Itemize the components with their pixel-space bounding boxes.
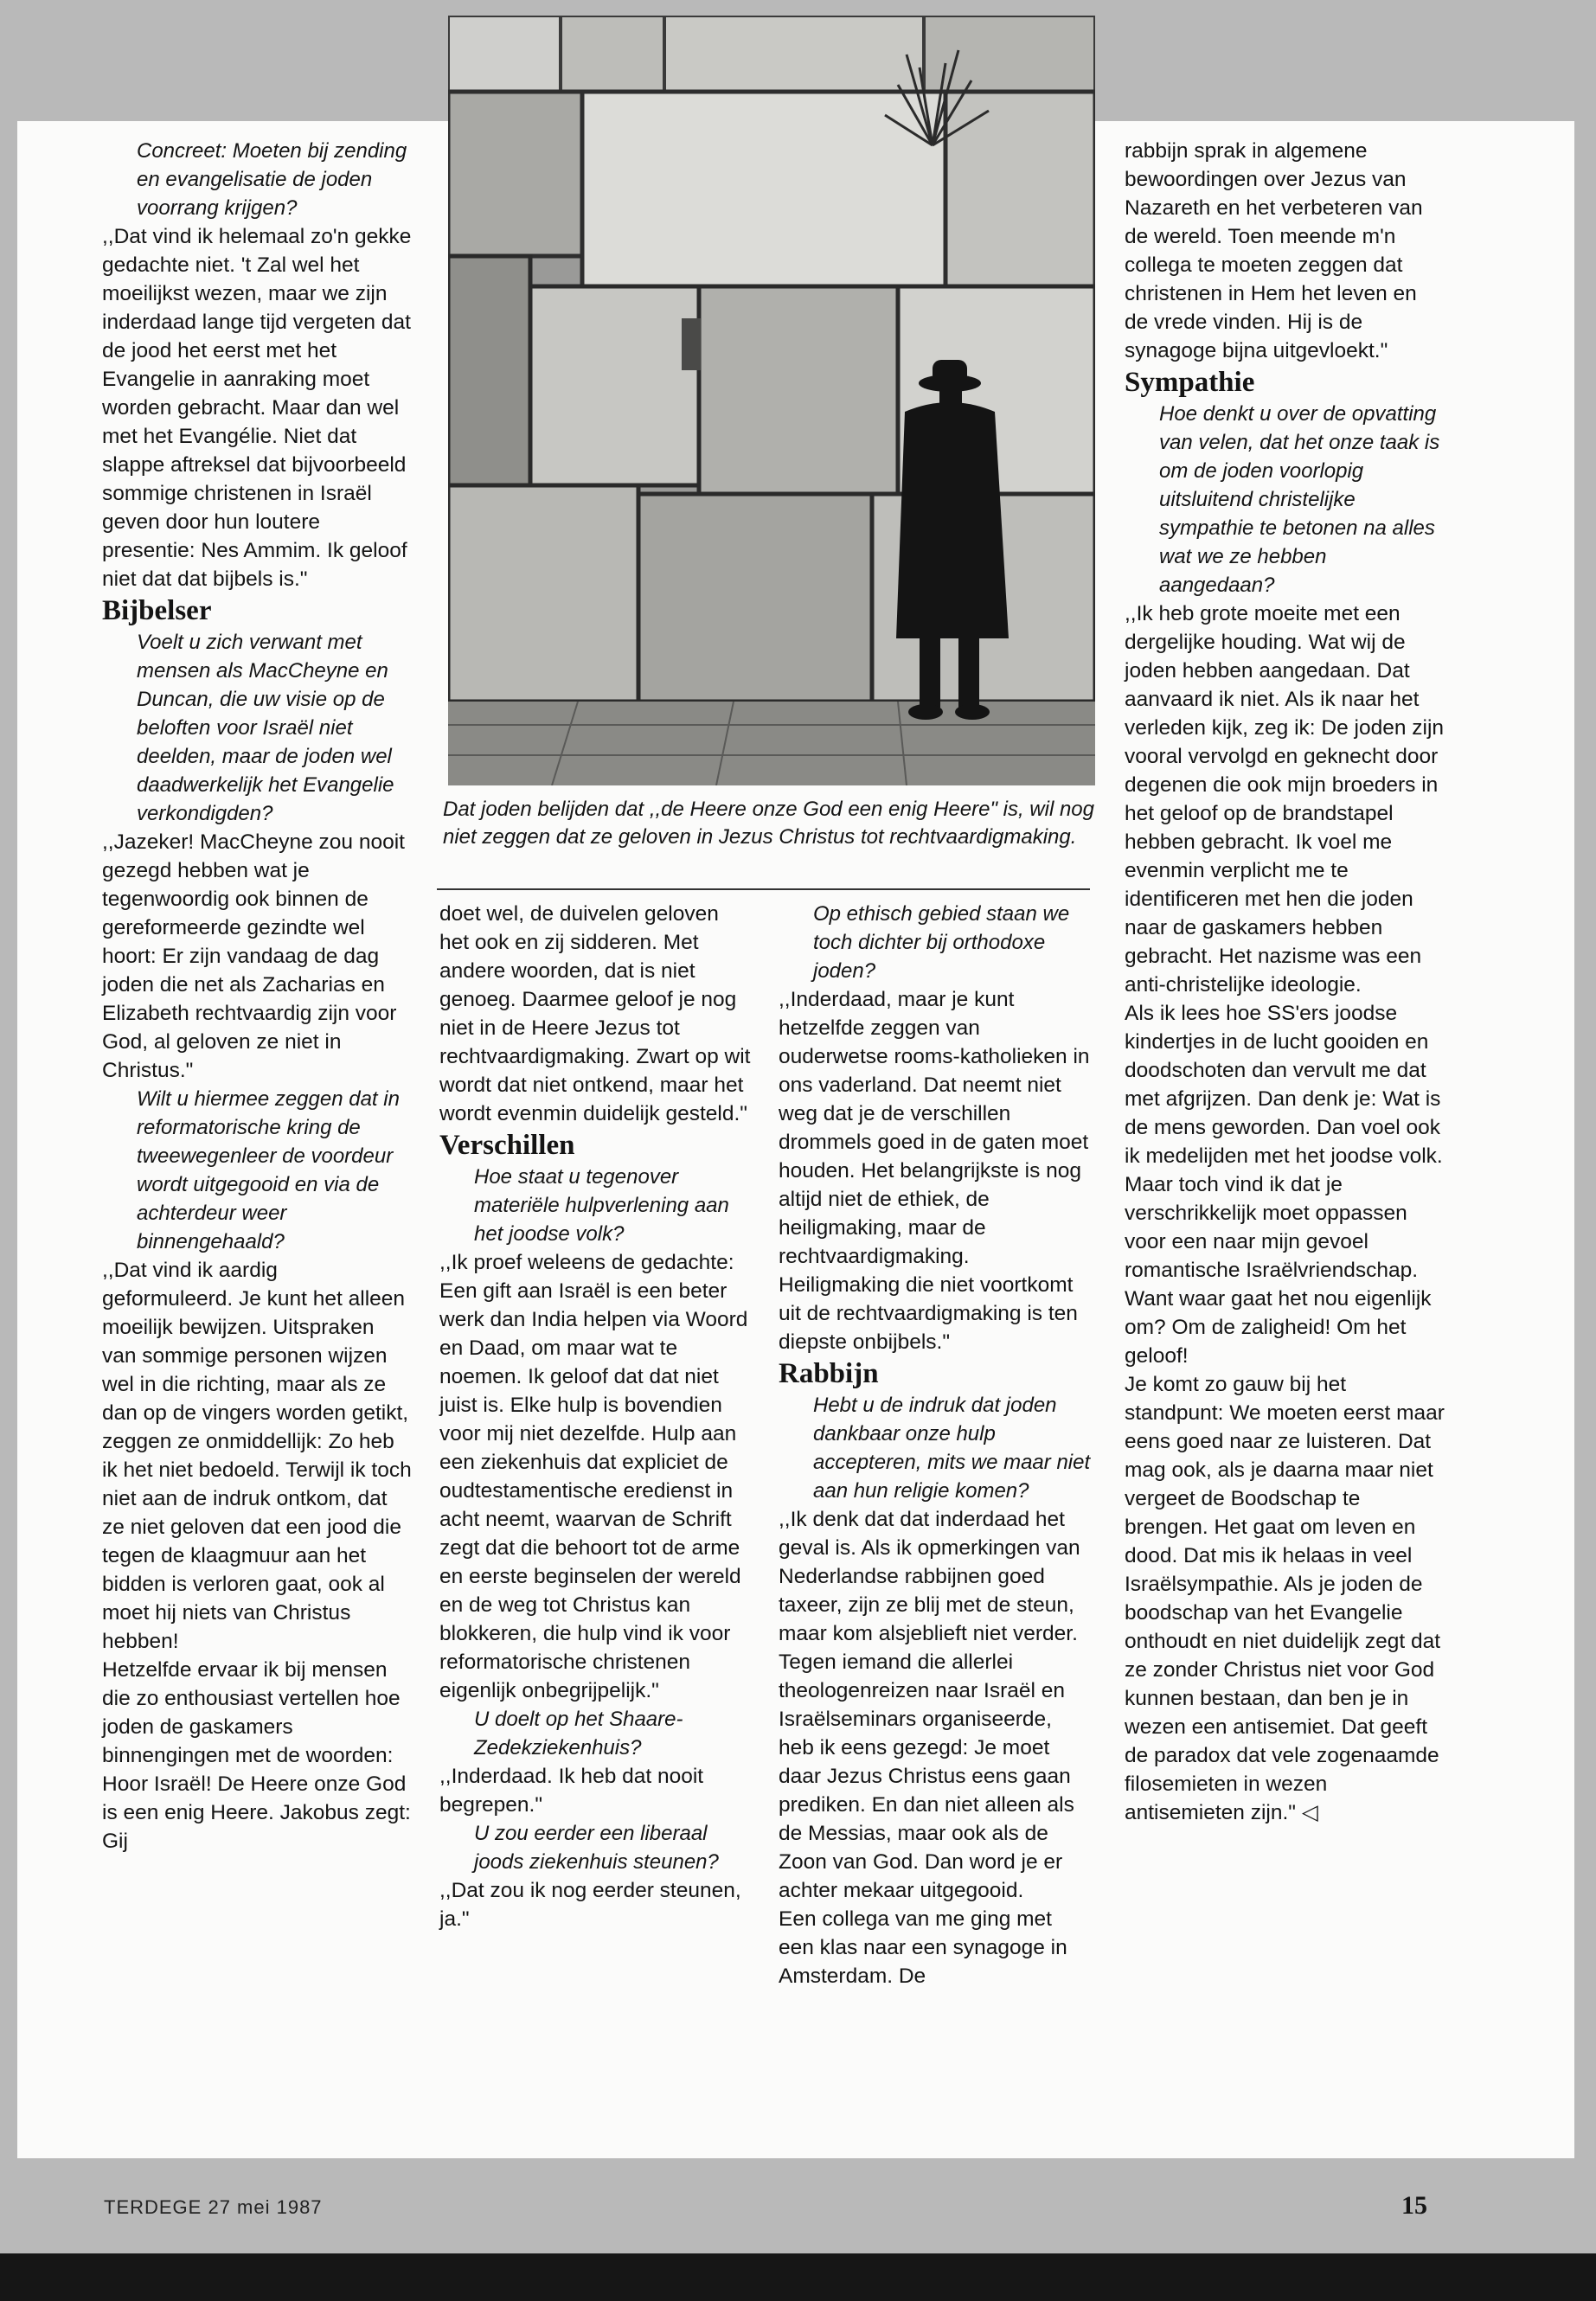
answer-paragraph: Een collega van me ging met een klas naar een synagoge in Amsterdam. De bbox=[779, 1907, 1067, 1988]
answer-paragraph: ,,Inderdaad, maar je kunt hetzelfde zeggen van ouderwetse rooms-katholieken in ons vaderland. Dat neemt niet weg dat je de verschillen drommels goed in de gaten moet houden. Het belangrijkste is nog altijd niet de ethiek, de heiligmaking, maar de rechtvaardigmaking. Heiligmaking die niet voortkomt uit de rechtvaardigmaking is ten diepste onbijbels." bbox=[779, 988, 1090, 1354]
end-mark-icon: ◁ bbox=[1301, 1801, 1318, 1824]
question: U zou eerder een liberaal joods ziekenhuis steunen? bbox=[474, 1822, 719, 1874]
question: U doelt op het Shaare-Zedekziekenhuis? bbox=[474, 1708, 683, 1759]
closing-paragraph-text: Je komt zo gauw bij het standpunt: We moeten eerst maar eens goed naar ze luisteren. Dat mag ook, als je daarna maar niet vergeet de Boodschap te brengen. Het gaat om leven en dood. Dat mis ik helaas in veel Israëlsympathie. Als je joden de boodschap van het Evangelie onthoudt en niet duidelijk zegt dat ze zonder Christus niet voor God kunnen bestaan, dan ben je in wezen een antisemiet. Dat geeft de paradox dat vele zogenaamde filosemieten in wezen antisemieten zijn." bbox=[1125, 1373, 1445, 1824]
question: Voelt u zich verwant met mensen als MacCheyne en Duncan, die uw visie op de beloften voor Israël niet deelden, maar de joden wel daadwerkelijk het Evangelie verkondigden? bbox=[137, 631, 394, 825]
page-footer bbox=[0, 2184, 1596, 2253]
question: Hoe staat u tegenover materiële hulpverlening aan het joodse volk? bbox=[474, 1165, 729, 1246]
answer-paragraph: Hetzelfde ervaar ik bij mensen die zo enthousiast vertellen hoe joden de gaskamers binnengingen met de woorden: Hoor Israël! De Heere onze God is een enig Heere. Jakobus zegt: Gij bbox=[102, 1658, 411, 1853]
column-1 bbox=[102, 137, 413, 1856]
answer-paragraph: rabbijn sprak in algemene bewoordingen over Jezus van Nazareth en het verbeteren van de wereld. Toen meende m'n collega te moeten zeggen dat christenen in Hem het leven en de vrede vinden. Hij is de synagoge bijna uitgevloekt." bbox=[1125, 139, 1423, 362]
answer-paragraph: ,,Ik heb grote moeite met een dergelijke houding. Wat wij de joden hebben aangedaan. Dat aanvaard ik niet. Als ik naar het verleden kijk, zeg ik: De joden zijn vooral vervolgd en geknecht door degenen die ook mijn broeders in het geloof op de brandstapel hebben gebracht. Ik voel me evenmin verplicht me te identificeren met hen die joden naar de gaskamers hebben gebracht. Het nazisme was een anti-christelijke ideologie. bbox=[1125, 602, 1445, 997]
page-number: 15 bbox=[1401, 2191, 1427, 2220]
answer-paragraph: ,,Ik denk dat dat inderdaad het geval is. Als ik opmerkingen van Nederlandse rabbijnen goed taxeer, zijn ze blij met de steun, maar kom alsjeblieft niet verder. Tegen iemand die allerlei theologenreizen naar Israël en Israëlseminars organiseerde, heb ik eens gezegd: Je moet daar Jezus Christus eens gaan prediken. En dan niet alleen als de Messias, maar ook als de Zoon van God. Dan word je er achter mekaar uitgegooid. bbox=[779, 1508, 1080, 1902]
answer-paragraph: ,,Jazeker! MacCheyne zou nooit gezegd hebben wat je tegenwoordig ook binnen de gereformeerde gezindte wel hoort: Er zijn vandaag de dag joden die net als Zacharias en Elizabeth rechtvaardig zijn voor God, al geloven ze niet in Christus." bbox=[102, 830, 405, 1082]
column-2 bbox=[439, 900, 753, 1933]
question: Hebt u de indruk dat joden dankbaar onze hulp accepteren, mits we maar niet aan hun religie komen? bbox=[813, 1394, 1091, 1503]
section-heading-bijbelser: Bijbelser bbox=[102, 595, 212, 626]
section-heading-verschillen: Verschillen bbox=[439, 1130, 575, 1161]
question: Op ethisch gebied staan we toch dichter bij orthodoxe joden? bbox=[813, 902, 1070, 983]
scan-edge bbox=[0, 2253, 1596, 2301]
answer-paragraph: doet wel, de duivelen geloven het ook en zij sidderen. Met andere woorden, dat is niet genoeg. Daarmee geloof je nog niet in de Heere Jezus tot rechtvaardigmaking. Zwart op wit wordt dat niet ontkend, maar het wordt evenmin duidelijk gesteld." bbox=[439, 902, 751, 1125]
photo-caption: Dat joden belijden dat ,,de Heere onze God een enig Heere" is, wil nog niet zeggen dat ze geloven in Jezus Christus tot rechtvaardigmaking. bbox=[443, 798, 1094, 849]
question: Wilt u hiermee zeggen dat in reformatorische kring de tweewegenleer de voordeur wordt uitgegooid en via de achterdeur weer binnengehaald? bbox=[137, 1087, 400, 1253]
answer-paragraph bbox=[1125, 1370, 1445, 1827]
question: Concreet: Moeten bij zending en evangelisatie de joden voorrang krijgen? bbox=[137, 139, 407, 220]
answer-paragraph: Als ik lees hoe SS'ers joodse kindertjes in de lucht gooiden en doodschoten dan vervult me dat met afgrijzen. Dan denk je: Wat is de mens geworden. Dan voel ook ik medelijden met het joodse volk. Maar toch vind ik dat je verschrikkelijk moet oppassen voor een naar mijn gevoel romantische Israëlvriendschap. Want waar gaat het nou eigenlijk om? Om de zaligheid! Om het geloof! bbox=[1125, 1002, 1443, 1368]
answer-paragraph: ,,Dat vind ik helemaal zo'n gekke gedachte niet. 't Zal wel het moeilijkst wezen, maar we zijn inderdaad lange tijd vergeten dat de jood het eerst met het Evangelie in aanraking moet worden gebracht. Maar dan wel met het Evangélie. Niet dat slappe aftreksel dat bijvoorbeeld sommige christenen in Israël geven door hun loutere presentie: Nes Ammim. Ik geloof niet dat dat bijbels is." bbox=[102, 225, 412, 591]
answer-paragraph: ,,Dat vind ik aardig geformuleerd. Je kunt het alleen moeilijk bewijzen. Uitspraken van sommige personen wijzen wel in die richting, maar als ze dan op de vingers worden getikt, zeggen ze onmiddellijk: Zo heb ik het niet bedoeld. Terwijl ik toch niet aan de indruk ontkom, dat ze niet geloven dat een jood die tegen de klaagmuur aan het bidden is verloren gaat, ook al moet hij niets van Christus hebben! bbox=[102, 1259, 412, 1653]
column-3 bbox=[779, 900, 1092, 1990]
caption-divider bbox=[437, 888, 1090, 890]
answer-paragraph: ,,Ik proef weleens de gedachte: Een gift aan Israël is een beter werk dan India helpen via Woord en Daad, om maar wat te noemen. Ik geloof dat dat niet juist is. Elke hulp is bovendien voor mij niet dezelfde. Hulp aan een ziekenhuis dat expliciet de oudtestamentische eredienst in acht neemt, waarvan de Schrift zegt dat die behoort tot de arme en eerste beginselen der wereld en de weg tot Christus kan blokkeren, die hulp vind ik voor reformatorische christenen eigenlijk onbegrijpelijk." bbox=[439, 1251, 748, 1702]
question: Hoe denkt u over de opvatting van velen, dat het onze taak is om de joden voorlopig uitsluitend christelijke sympathie te betonen na alles wat we ze hebben aangedaan? bbox=[1159, 402, 1440, 597]
wailing-wall-illustration bbox=[448, 16, 1095, 785]
answer-paragraph: ,,Inderdaad. Ik heb dat nooit begrepen." bbox=[439, 1765, 704, 1817]
answer-paragraph: ,,Dat zou ik nog eerder steunen, ja." bbox=[439, 1879, 741, 1931]
section-heading-rabbijn: Rabbijn bbox=[779, 1358, 879, 1389]
wailing-wall-photo bbox=[448, 16, 1095, 785]
issue-line: TERDEGE 27 mei 1987 bbox=[104, 2196, 323, 2218]
column-4 bbox=[1125, 137, 1445, 1827]
section-heading-sympathie: Sympathie bbox=[1125, 367, 1255, 398]
